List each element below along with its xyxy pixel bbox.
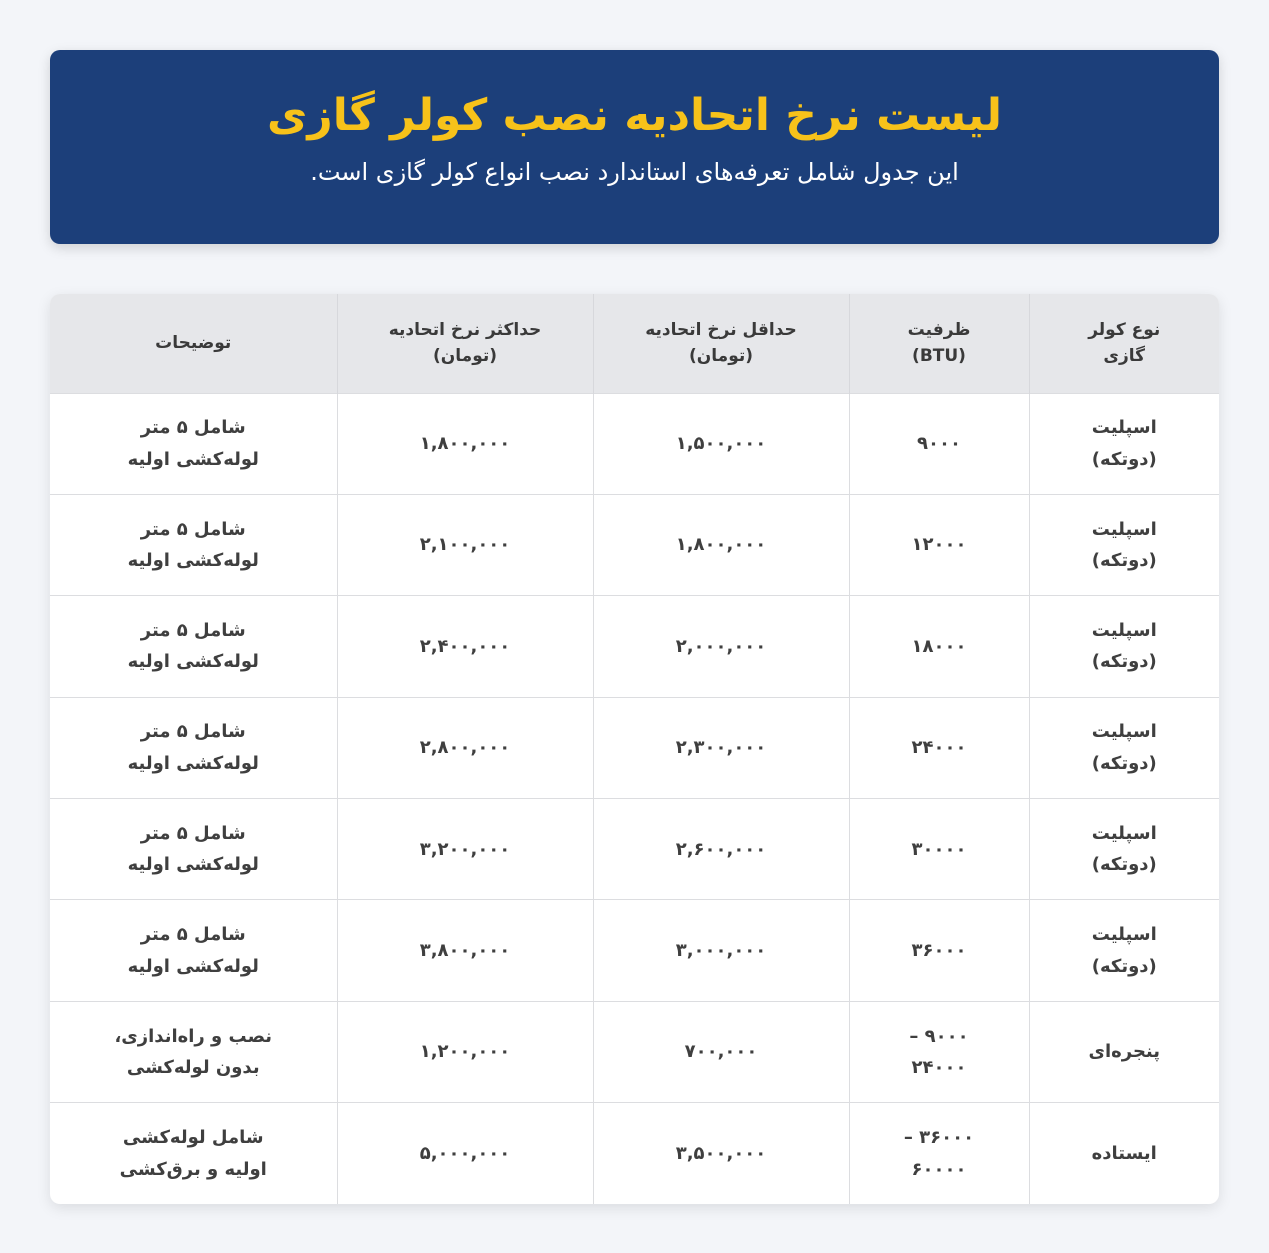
cell-capacity: ۳۰۰۰۰ — [849, 799, 1029, 900]
table-row — [50, 799, 1219, 900]
column-header-max-rate: حداکثر نرخ اتحادیه (تومان) — [337, 294, 593, 393]
cell-description: شامل ۵ متر لوله‌کشی اولیه — [50, 900, 337, 1001]
cell-max-rate: ۳,۲۰۰,۰۰۰ — [337, 799, 593, 900]
table-header-row — [50, 294, 1219, 393]
cell-min-rate: ۱,۵۰۰,۰۰۰ — [593, 393, 849, 494]
cell-description: شامل لوله‌کشی اولیه و برق‌کشی — [50, 1103, 337, 1204]
cell-description: شامل ۵ متر لوله‌کشی اولیه — [50, 393, 337, 494]
cell-min-rate: ۲,۰۰۰,۰۰۰ — [593, 596, 849, 697]
page-subtitle: این جدول شامل تعرفه‌های استاندارد نصب انواع کولر گازی است. — [310, 157, 959, 186]
cell-description: شامل ۵ متر لوله‌کشی اولیه — [50, 494, 337, 595]
column-header-type: نوع کولر گازی — [1029, 294, 1219, 393]
cell-type: اسپلیت (دوتکه) — [1029, 697, 1219, 798]
cell-capacity: ۹۰۰۰ – ۲۴۰۰۰ — [849, 1001, 1029, 1102]
table-row — [50, 494, 1219, 595]
column-header-description: توضیحات — [50, 294, 337, 393]
page-title: لیست نرخ اتحادیه نصب کولر گازی — [267, 90, 1002, 141]
cell-max-rate: ۲,۴۰۰,۰۰۰ — [337, 596, 593, 697]
cell-capacity: ۹۰۰۰ — [849, 393, 1029, 494]
cell-min-rate: ۳,۰۰۰,۰۰۰ — [593, 900, 849, 1001]
cell-max-rate: ۱,۲۰۰,۰۰۰ — [337, 1001, 593, 1102]
column-header-min-rate: حداقل نرخ اتحادیه (تومان) — [593, 294, 849, 393]
cell-type: اسپلیت (دوتکه) — [1029, 596, 1219, 697]
cell-type: اسپلیت (دوتکه) — [1029, 799, 1219, 900]
cell-max-rate: ۲,۱۰۰,۰۰۰ — [337, 494, 593, 595]
cell-min-rate: ۷۰۰,۰۰۰ — [593, 1001, 849, 1102]
cell-description: نصب و راه‌اندازی، بدون لوله‌کشی — [50, 1001, 337, 1102]
cell-capacity: ۲۴۰۰۰ — [849, 697, 1029, 798]
cell-min-rate: ۳,۵۰۰,۰۰۰ — [593, 1103, 849, 1204]
tariff-table-container — [50, 294, 1219, 1204]
cell-max-rate: ۱,۸۰۰,۰۰۰ — [337, 393, 593, 494]
cell-capacity: ۳۶۰۰۰ — [849, 900, 1029, 1001]
table-row — [50, 393, 1219, 494]
column-header-capacity: ظرفیت (BTU) — [849, 294, 1029, 393]
cell-min-rate: ۲,۳۰۰,۰۰۰ — [593, 697, 849, 798]
cell-type: اسپلیت (دوتکه) — [1029, 900, 1219, 1001]
table-row — [50, 1103, 1219, 1204]
cell-description: شامل ۵ متر لوله‌کشی اولیه — [50, 697, 337, 798]
table-row — [50, 596, 1219, 697]
cell-type: اسپلیت (دوتکه) — [1029, 393, 1219, 494]
cell-type: پنجره‌ای — [1029, 1001, 1219, 1102]
tariff-table — [50, 294, 1219, 1204]
cell-min-rate: ۲,۶۰۰,۰۰۰ — [593, 799, 849, 900]
cell-max-rate: ۲,۸۰۰,۰۰۰ — [337, 697, 593, 798]
cell-min-rate: ۱,۸۰۰,۰۰۰ — [593, 494, 849, 595]
cell-type: اسپلیت (دوتکه) — [1029, 494, 1219, 595]
cell-capacity: ۱۲۰۰۰ — [849, 494, 1029, 595]
cell-description: شامل ۵ متر لوله‌کشی اولیه — [50, 596, 337, 697]
cell-max-rate: ۵,۰۰۰,۰۰۰ — [337, 1103, 593, 1204]
page-header — [50, 50, 1219, 244]
cell-description: شامل ۵ متر لوله‌کشی اولیه — [50, 799, 337, 900]
cell-type: ایستاده — [1029, 1103, 1219, 1204]
table-row — [50, 697, 1219, 798]
table-row — [50, 900, 1219, 1001]
cell-capacity: ۱۸۰۰۰ — [849, 596, 1029, 697]
cell-max-rate: ۳,۸۰۰,۰۰۰ — [337, 900, 593, 1001]
cell-capacity: ۳۶۰۰۰ – ۶۰۰۰۰ — [849, 1103, 1029, 1204]
table-row — [50, 1001, 1219, 1102]
